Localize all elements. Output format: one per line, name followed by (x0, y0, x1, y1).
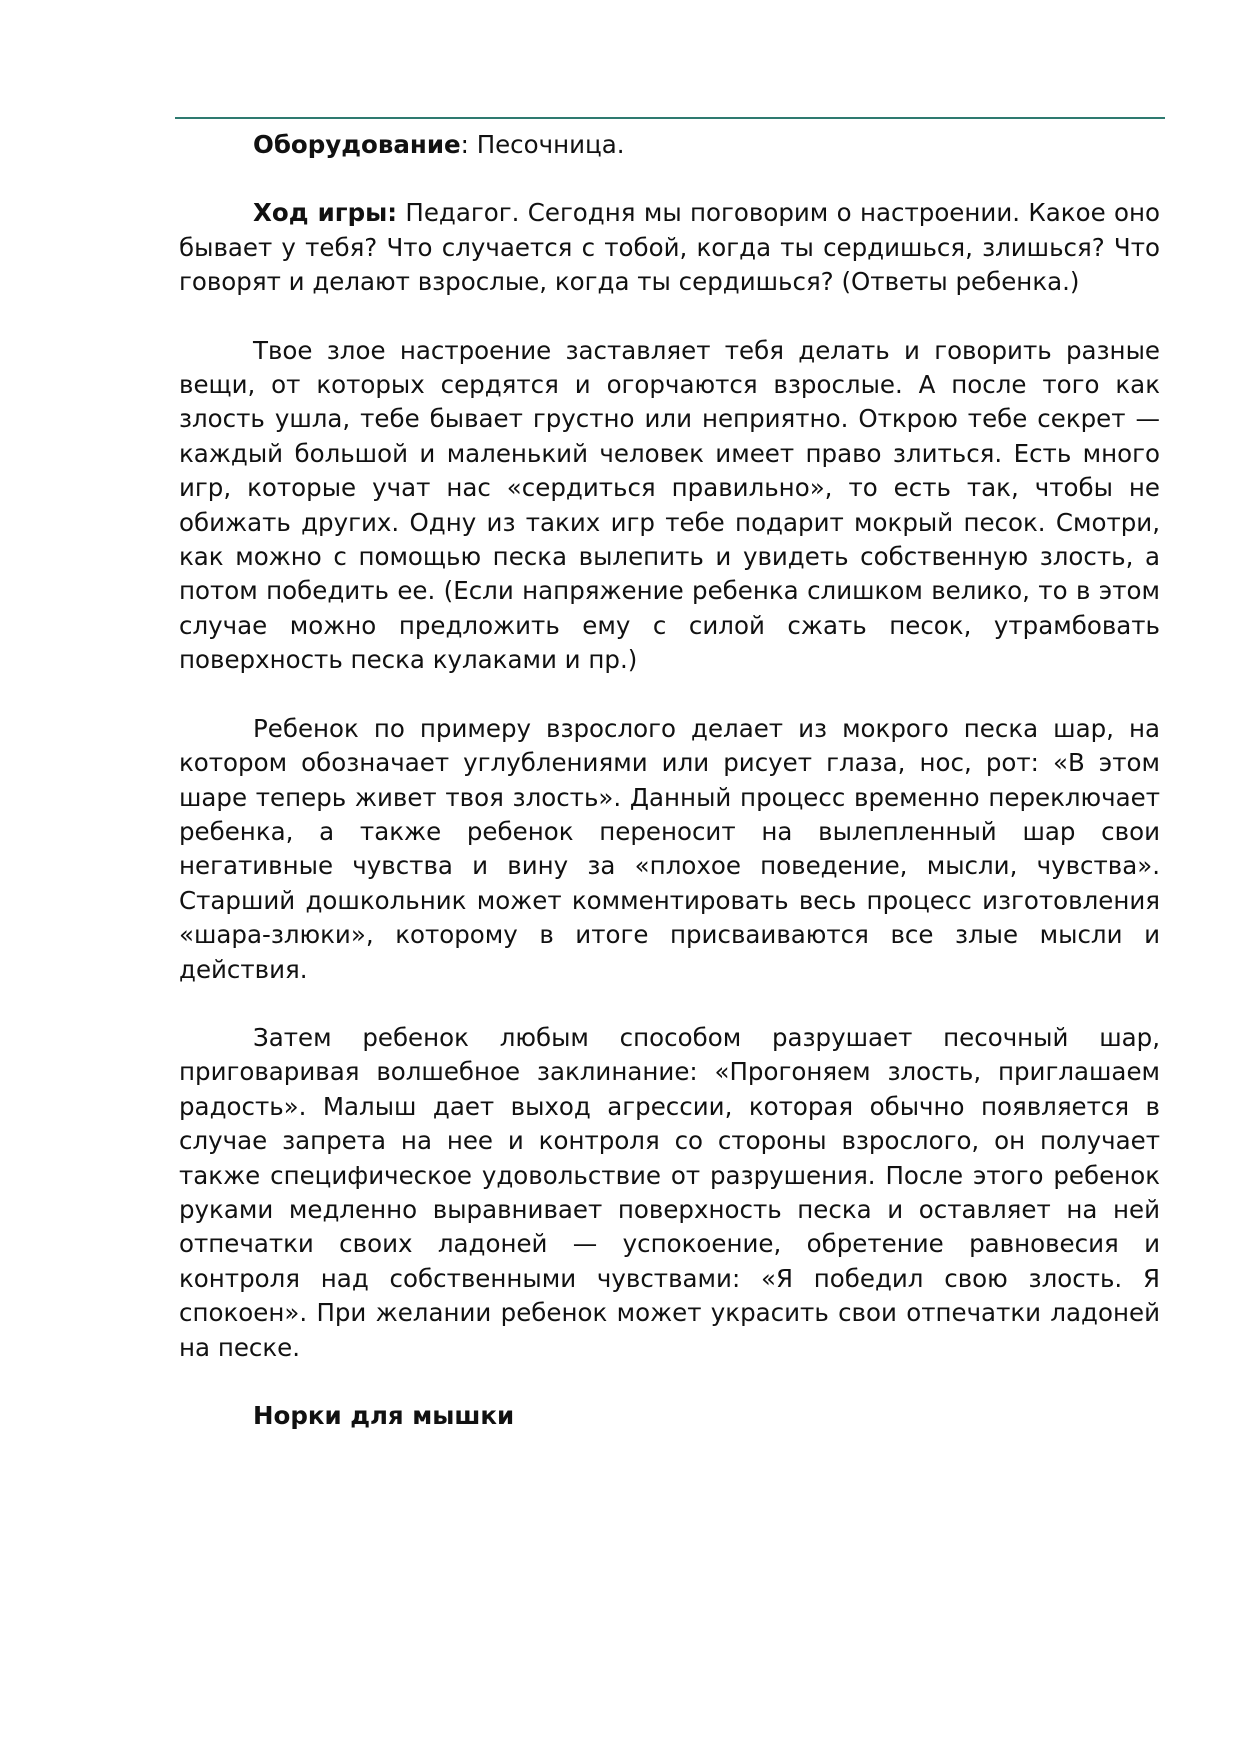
header-rule (175, 117, 1165, 119)
body-paragraph: Твое злое настроение заставляет тебя делать и говорить разные вещи, от которых сердятся и огорчаются взрослые. А после того как злость ушла, тебе бывает грустно или неприятно. Открою тебе секрет — каждый большой и маленький человек имеет право злиться. Есть много игр, которые учат нас «сердиться правильно», то есть так, чтобы не обижать других. Одну из таких игр тебе подарит мокрый песок. Смотри, как можно с помощью песка вылепить и увидеть собственную злость, а потом победить ее. (Если напряжение ребенка слишком велико, то в этом случае можно предложить ему с силой сжать песок, утрамбовать поверхность песка кулаками и пр.) (179, 335, 1160, 675)
body-paragraph: Затем ребенок любым способом разрушает песочный шар, приговаривая волшебное заклинание: «Прогоняем злость, приглашаем радость». Малыш дает выход агрессии, которая обычно появляется в случае запрета на нее и контроля со стороны взрослого, он получает также специфическое удовольствие от разрушения. После этого ребенок руками медленно выравнивает поверхность песка и оставляет на ней отпечатки своих ладоней — успокоение, обретение равновесия и контроля над собственными чувствами: «Я победил свою злость. Я спокоен». При желании ребенок может украсить свои отпечатки ладоней на песке. (179, 1022, 1160, 1362)
course-paragraph (179, 196, 1160, 299)
equipment-paragraph (179, 128, 1160, 162)
body-paragraph: Ребенок по примеру взрослого делает из мокрого песка шар, на котором обозначает углублениями или рисует глаза, нос, рот: «В этом шаре теперь живет твоя злость». Данный процесс временно переключает ребенка, а также ребенок переносит на вылепленный шар свои негативные чувства и вину за «плохое поведение, мысли, чувства». Старший дошкольник может комментировать весь процесс изготовления «шара-злюки», которому в итоге присваиваются все злые мысли и действия. (179, 713, 1160, 984)
equipment-label: Оборудование (253, 130, 461, 159)
document-body (179, 128, 1160, 1433)
course-text: Педагог. Сегодня мы поговорим о настроении. Какое оно бывает у тебя? Что случается с тобой, когда ты сердишься, злишься? Что говорят и делают взрослые, когда ты сердишься? (Ответы ребенка.) (179, 198, 1161, 297)
equipment-sep: : (460, 130, 477, 159)
equipment-value: Песочница. (476, 130, 625, 159)
section-heading: Норки для мышки (253, 1401, 515, 1430)
course-label: Ход игры: (253, 198, 398, 228)
